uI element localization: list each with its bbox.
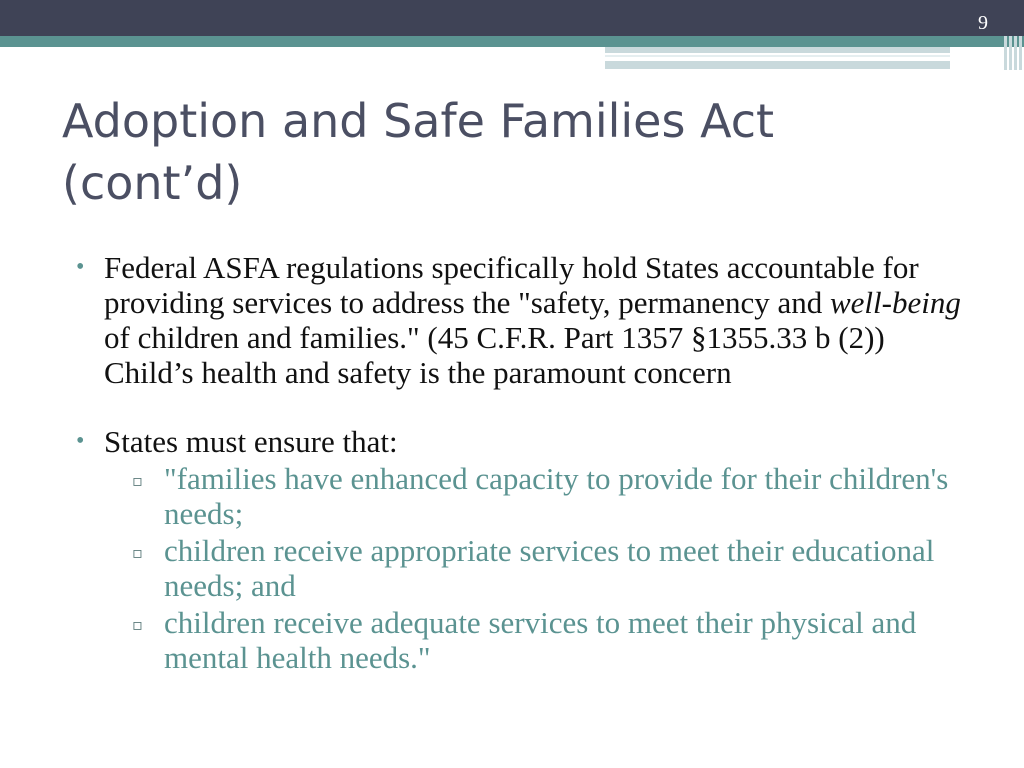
bullet-item [76,424,976,675]
bullet-text: States must ensure that: [104,424,398,459]
bullet-text: of children and families." (45 C.F.R. Part 1357 §1355.33 b (2)) Child’s health and safety is the paramount concern [104,320,885,390]
square-bullet-icon: ▫ [132,471,143,490]
slide-number: 9 [978,12,988,34]
slide-title: Adoption and Safe Families Act (cont’d) [62,94,775,210]
sub-bullet-text: "families have enhanced capacity to provide for their children's needs; [164,461,949,531]
slide-content [76,250,976,675]
bullet-item [76,250,976,390]
sub-bullet-item [132,461,976,531]
sub-bullet-list [104,461,976,675]
sub-bullet-text: children receive appropriate services to meet their educational needs; and [164,533,935,603]
bullet-dot-icon: • [76,254,85,280]
square-bullet-icon: ▫ [132,615,143,634]
bullet-text-italic: well-being [830,285,961,320]
bullet-dot-icon: • [76,428,85,454]
header-accent-bar [0,36,1024,47]
sub-bullet-item [132,605,976,675]
header-bar [0,0,1024,36]
square-bullet-icon: ▫ [132,543,143,562]
sub-bullet-text: children receive adequate services to meet their physical and mental health needs." [164,605,917,675]
header-decor-stripes [1004,36,1022,70]
header-decor-bar-2 [605,61,950,69]
header-decor-bar-1 [605,47,950,53]
sub-bullet-item [132,533,976,603]
bullet-text: Federal ASFA regulations specifically hold States accountable for providing services to address the "safety, permanency and [104,250,919,320]
header-decor-line [605,55,950,57]
